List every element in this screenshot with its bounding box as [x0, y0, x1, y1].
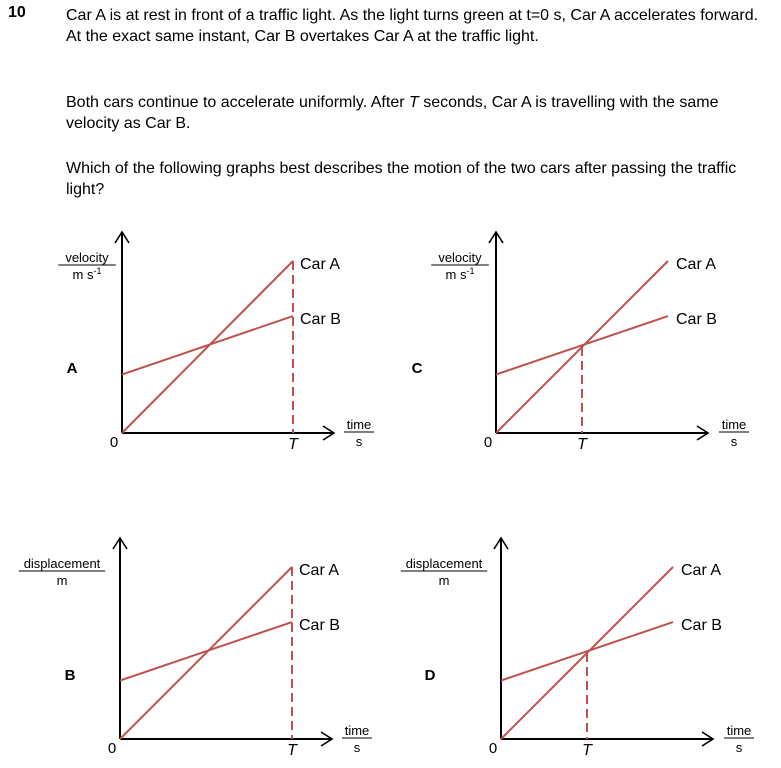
y-axis-label-quantity: velocity	[65, 250, 109, 265]
question-paragraph-3: Which of the following graphs best describes the motion of the two cars after passing the traffic light?	[66, 160, 737, 198]
y-axis-label-quantity: displacement	[405, 556, 483, 571]
variable-T: T	[408, 94, 419, 111]
series-label-car-a: Car A	[299, 562, 340, 579]
y-axis-label-unit: m	[438, 573, 450, 588]
t-tick-label: T	[287, 742, 297, 759]
x-axis-label-unit: s	[735, 740, 743, 755]
series-label-car-a: Car A	[676, 256, 717, 273]
para2-after: seconds, Car A is travelling with the same velocity as Car B.	[66, 94, 719, 132]
x-axis-label-quantity: time	[726, 723, 752, 738]
series-label-car-b: Car B	[300, 311, 341, 329]
series-line-car-b	[122, 316, 293, 374]
question-paragraph-1: Car A is at rest in front of a traffic light. As the light turns green at t=0 s, Car A accelerates forward. At the exact same instant, Car B overtakes Car A at the traffic light.	[66, 7, 759, 45]
t-tick-label: T	[582, 742, 592, 759]
origin-label: 0	[109, 434, 119, 451]
t-tick-label: T	[577, 436, 587, 453]
y-axis-label-unit: m	[56, 573, 68, 588]
t-tick-label: T	[288, 436, 298, 453]
series-label-car-b: Car B	[299, 617, 340, 635]
series-label-car-a: Car A	[300, 256, 341, 273]
option-letter: A	[66, 360, 78, 377]
x-axis-label-quantity: time	[346, 417, 372, 432]
option-letter: B	[64, 667, 76, 684]
graph-option-c	[412, 232, 749, 453]
y-axis-label-quantity: velocity	[438, 250, 482, 265]
series-line-car-a	[122, 261, 293, 433]
unit-superscript: -1	[466, 266, 475, 276]
y-axis-label-unit: m $s^{-1}$	[445, 266, 475, 282]
series-label-car-b: Car B	[676, 311, 717, 329]
x-axis-label-unit: s	[730, 434, 738, 449]
option-letter: C	[411, 360, 423, 377]
para2-before: Both cars continue to accelerate uniformly. After	[66, 94, 409, 111]
series-line-car-a	[120, 567, 292, 739]
series-line-car-b	[120, 622, 292, 680]
series-label-car-a: Car A	[681, 562, 722, 579]
graph-option-b	[19, 538, 372, 759]
origin-label: 0	[483, 434, 493, 451]
x-axis-label-unit: s	[355, 434, 363, 449]
x-axis-label-quantity: time	[344, 723, 370, 738]
x-axis-label-unit: s	[353, 740, 361, 755]
graph-option-a	[58, 232, 374, 453]
unit-superscript: -1	[93, 266, 102, 276]
origin-label: 0	[488, 740, 498, 757]
series-label-car-b: Car B	[681, 617, 722, 635]
question-number: 10	[8, 4, 26, 21]
y-axis-label-unit: m $s^{-1}$	[72, 266, 102, 282]
graph-option-d	[401, 538, 754, 759]
option-letter: D	[424, 667, 436, 684]
x-axis-label-quantity: time	[721, 417, 747, 432]
origin-label: 0	[107, 740, 117, 757]
y-axis-label-quantity: displacement	[23, 556, 101, 571]
